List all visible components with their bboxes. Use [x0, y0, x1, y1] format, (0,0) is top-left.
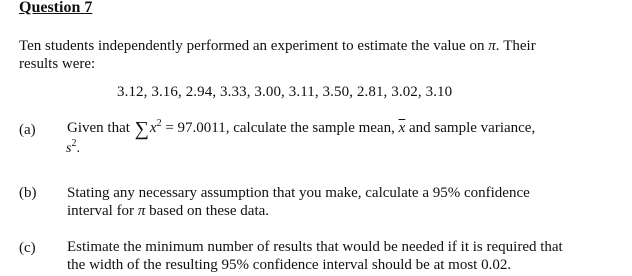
part-b-line2 — [67, 202, 269, 220]
intro-paragraph — [19, 37, 611, 55]
s-end: . — [76, 141, 80, 156]
part-a-text — [67, 119, 535, 138]
part-a-post: and sample variance, — [409, 120, 536, 136]
s-variable: s — [66, 141, 72, 156]
part-a-pre: Given that — [67, 120, 130, 136]
part-b-line2-post: based on these data. — [149, 203, 270, 219]
part-c-line1: Estimate the minimum number of results that would be needed if it is required that — [67, 239, 563, 255]
intro-line1: Ten students independently performed an experiment to estimate the value on — [19, 38, 485, 54]
s-squared — [66, 138, 80, 157]
intro-line2: results were: — [19, 56, 96, 72]
xbar-symbol: $\overline{x}$ — [398, 120, 406, 136]
intro-line1-end: . Their — [495, 38, 536, 54]
part-b-line2-pre: interval for — [67, 203, 135, 219]
part-b-label: (b) — [19, 185, 37, 201]
part-a-eq: = 97.0011, calculate the sample mean, — [161, 120, 395, 136]
pi-symbol: π — [137, 203, 146, 219]
part-c-line2: the width of the resulting 95% confidence interval should be at most 0.02. — [67, 257, 512, 273]
x-variable: x — [149, 120, 157, 136]
part-a-label: (a) — [19, 122, 36, 138]
pi-symbol: π — [488, 38, 496, 54]
x-squared: 2 — [156, 118, 162, 129]
question-title: Question 7 — [19, 0, 93, 16]
part-b-line1: Stating any necessary assumption that you make, calculate a 95% confidence — [67, 185, 530, 201]
part-c-label: (c) — [19, 240, 36, 256]
sigma-symbol: ∑ — [134, 118, 149, 140]
s-squared-exp: 2 — [71, 138, 77, 149]
data-values: 3.12, 3.16, 2.94, 3.33, 3.00, 3.11, 3.50, 2.81, 3.02, 3.10 — [117, 84, 453, 100]
